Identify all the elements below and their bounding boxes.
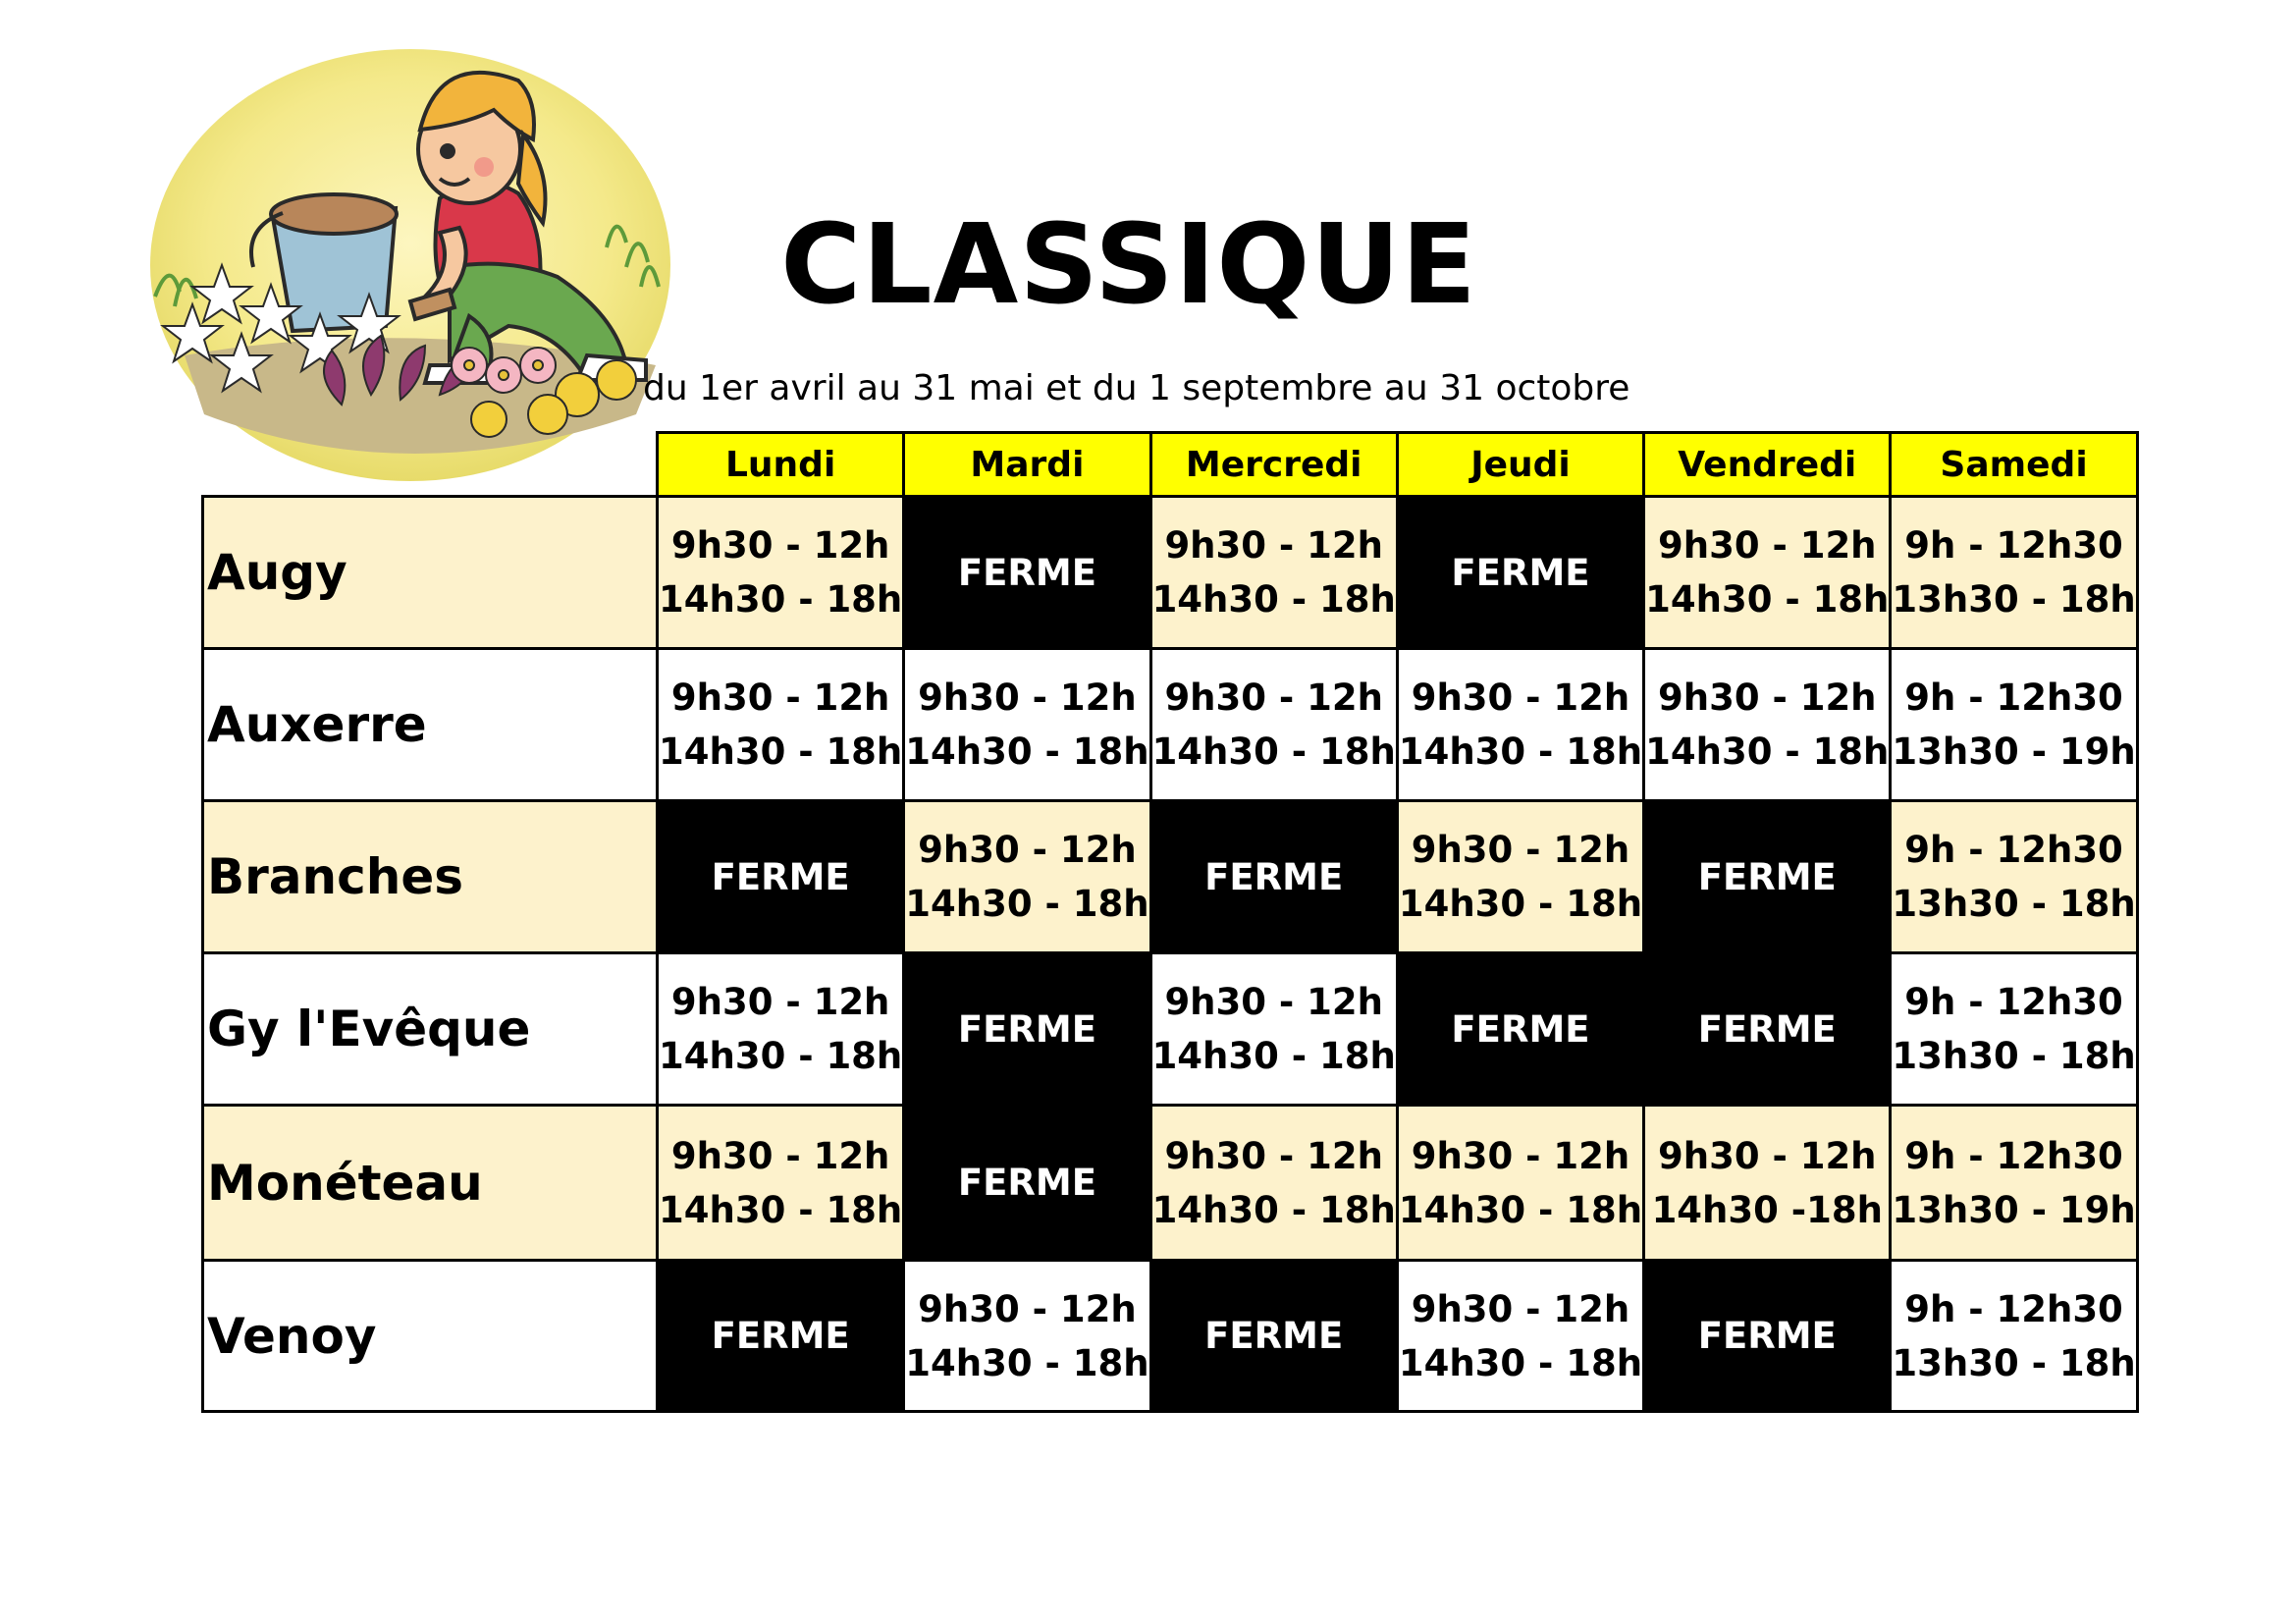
morning-hours: 9h30 - 12h	[670, 981, 890, 1023]
morning-hours: 9h30 - 12h	[1658, 677, 1877, 719]
afternoon-hours: 13h30 - 18h	[1892, 1035, 2136, 1077]
morning-hours: 9h - 12h30	[1904, 677, 2123, 719]
closed-cell: FERME	[904, 953, 1150, 1106]
corner-cell	[203, 433, 658, 497]
day-header: Mardi	[904, 433, 1150, 497]
afternoon-hours: 14h30 - 18h	[905, 731, 1149, 773]
afternoon-hours: 14h30 - 18h	[659, 1035, 903, 1077]
town-name: Gy l'Evêque	[203, 953, 658, 1106]
afternoon-hours: 14h30 - 18h	[905, 1341, 1149, 1384]
morning-hours: 9h30 - 12h	[918, 677, 1137, 719]
morning-hours: 9h30 - 12h	[918, 829, 1137, 871]
hours-cell	[658, 1106, 904, 1261]
hours-cell	[1891, 801, 2137, 953]
town-name: Monéteau	[203, 1106, 658, 1261]
morning-hours: 9h30 - 12h	[1164, 677, 1383, 719]
hours-cell	[1150, 953, 1397, 1106]
afternoon-hours: 14h30 - 18h	[1398, 731, 1643, 773]
hours-cell	[1150, 1106, 1397, 1261]
morning-hours: 9h30 - 12h	[1164, 1134, 1383, 1177]
morning-hours: 9h30 - 12h	[670, 524, 890, 567]
closed-cell: FERME	[1150, 1261, 1397, 1412]
hours-cell	[904, 1261, 1150, 1412]
morning-hours: 9h - 12h30	[1904, 981, 2123, 1023]
afternoon-hours: 13h30 - 18h	[1892, 1341, 2136, 1384]
morning-hours: 9h30 - 12h	[1411, 1287, 1630, 1330]
period-subtitle: du 1er avril au 31 mai et du 1 septembre au 31 octobre	[643, 368, 1630, 408]
afternoon-hours: 13h30 - 19h	[1892, 731, 2136, 773]
afternoon-hours: 14h30 - 18h	[659, 1188, 903, 1231]
hours-cell	[904, 649, 1150, 801]
closed-cell: FERME	[1644, 801, 1891, 953]
schedule-row	[203, 953, 2138, 1106]
afternoon-hours: 14h30 - 18h	[1398, 883, 1643, 925]
afternoon-hours: 14h30 - 18h	[1398, 1341, 1643, 1384]
morning-hours: 9h - 12h30	[1904, 1134, 2123, 1177]
afternoon-hours: 14h30 - 18h	[659, 731, 903, 773]
hours-cell	[658, 953, 904, 1106]
afternoon-hours: 14h30 - 18h	[1398, 1188, 1643, 1231]
hours-cell	[658, 649, 904, 801]
afternoon-hours: 14h30 - 18h	[1151, 578, 1396, 621]
hours-cell	[1644, 497, 1891, 649]
afternoon-hours: 14h30 - 18h	[1645, 578, 1890, 621]
day-header: Jeudi	[1397, 433, 1643, 497]
afternoon-hours: 13h30 - 18h	[1892, 578, 2136, 621]
closed-cell: FERME	[1644, 1261, 1891, 1412]
morning-hours: 9h - 12h30	[1904, 829, 2123, 871]
morning-hours: 9h30 - 12h	[1411, 1134, 1630, 1177]
hours-cell	[1397, 649, 1643, 801]
morning-hours: 9h30 - 12h	[1411, 829, 1630, 871]
gardener-girl-with-flowers-illustration	[145, 41, 675, 485]
afternoon-hours: 14h30 - 18h	[905, 883, 1149, 925]
morning-hours: 9h30 - 12h	[670, 1134, 890, 1177]
afternoon-hours: 14h30 - 18h	[1151, 1188, 1396, 1231]
closed-cell: FERME	[1397, 953, 1643, 1106]
closed-cell: FERME	[1397, 497, 1643, 649]
hours-cell	[1891, 649, 2137, 801]
schedule-row	[203, 497, 2138, 649]
closed-cell: FERME	[904, 1106, 1150, 1261]
morning-hours: 9h30 - 12h	[1164, 981, 1383, 1023]
schedule-row	[203, 649, 2138, 801]
hours-cell	[1891, 953, 2137, 1106]
hours-cell	[1644, 1106, 1891, 1261]
morning-hours: 9h30 - 12h	[918, 1287, 1137, 1330]
morning-hours: 9h30 - 12h	[670, 677, 890, 719]
hours-cell	[1891, 1261, 2137, 1412]
schedule-row	[203, 801, 2138, 953]
closed-cell: FERME	[904, 497, 1150, 649]
day-header: Vendredi	[1644, 433, 1891, 497]
hours-cell	[1397, 1106, 1643, 1261]
town-name: Augy	[203, 497, 658, 649]
afternoon-hours: 14h30 - 18h	[1151, 1035, 1396, 1077]
closed-cell: FERME	[1644, 953, 1891, 1106]
morning-hours: 9h30 - 12h	[1658, 1134, 1877, 1177]
afternoon-hours: 14h30 -18h	[1651, 1188, 1883, 1231]
day-header: Mercredi	[1150, 433, 1397, 497]
hours-cell	[1891, 497, 2137, 649]
hours-cell	[1397, 1261, 1643, 1412]
hours-cell	[1644, 649, 1891, 801]
hours-cell	[1891, 1106, 2137, 1261]
morning-hours: 9h - 12h30	[1904, 1287, 2123, 1330]
hours-cell	[1397, 801, 1643, 953]
town-name: Venoy	[203, 1261, 658, 1412]
hours-cell	[658, 497, 904, 649]
closed-cell: FERME	[658, 1261, 904, 1412]
hours-cell	[1150, 497, 1397, 649]
opening-hours-table	[201, 431, 2139, 1413]
morning-hours: 9h - 12h30	[1904, 524, 2123, 567]
day-header: Samedi	[1891, 433, 2137, 497]
afternoon-hours: 14h30 - 18h	[659, 578, 903, 621]
afternoon-hours: 14h30 - 18h	[1645, 731, 1890, 773]
town-name: Branches	[203, 801, 658, 953]
morning-hours: 9h30 - 12h	[1411, 677, 1630, 719]
afternoon-hours: 13h30 - 19h	[1892, 1188, 2136, 1231]
page-title: CLASSIQUE	[780, 201, 1477, 329]
afternoon-hours: 14h30 - 18h	[1151, 731, 1396, 773]
town-name: Auxerre	[203, 649, 658, 801]
day-header: Lundi	[658, 433, 904, 497]
morning-hours: 9h30 - 12h	[1658, 524, 1877, 567]
closed-cell: FERME	[658, 801, 904, 953]
day-header-row	[203, 433, 2138, 497]
hours-cell	[1150, 649, 1397, 801]
hours-cell	[904, 801, 1150, 953]
morning-hours: 9h30 - 12h	[1164, 524, 1383, 567]
schedule-row	[203, 1261, 2138, 1412]
schedule-row	[203, 1106, 2138, 1261]
closed-cell: FERME	[1150, 801, 1397, 953]
afternoon-hours: 13h30 - 18h	[1892, 883, 2136, 925]
